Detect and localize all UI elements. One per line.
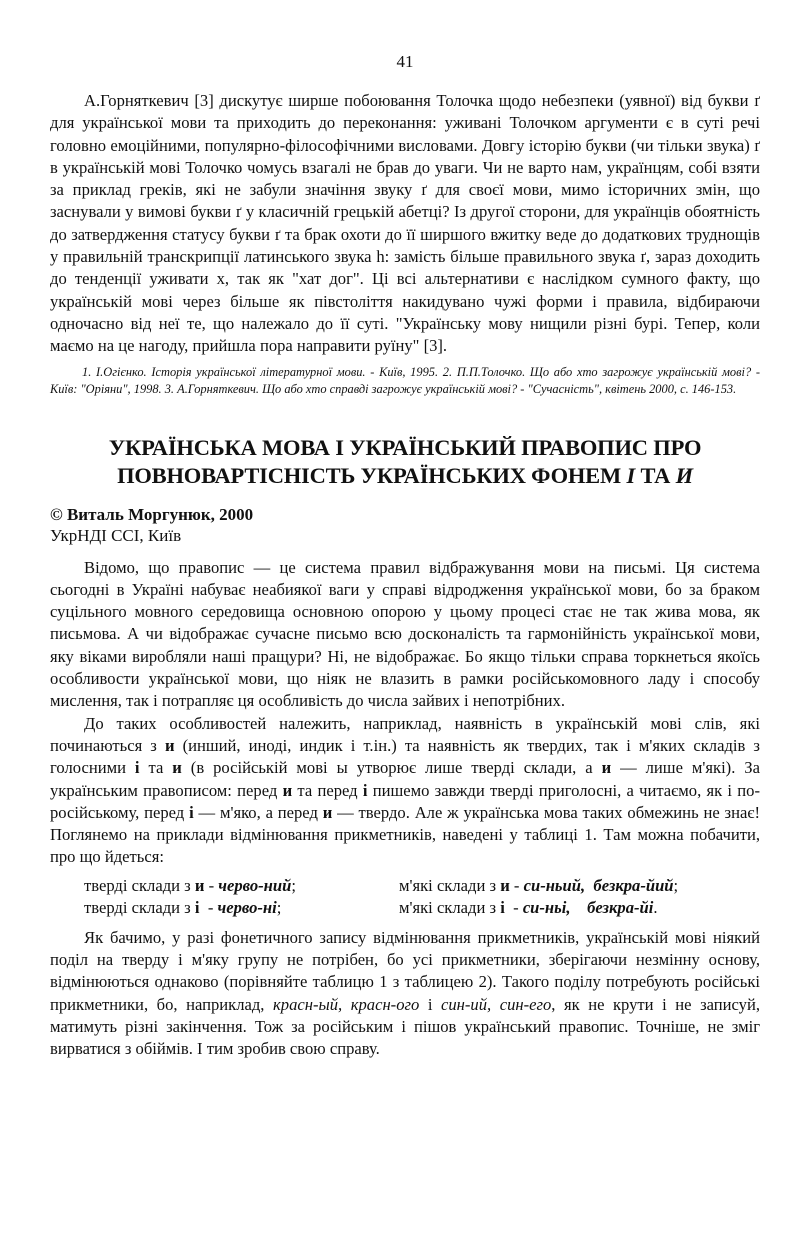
example-sep: -	[509, 875, 524, 895]
p2-text: До таких особливостей належить, наприклад, наявність в українській мові слів, які починаються з	[50, 713, 760, 755]
p2-text: (в російській мові ы утворює лише тверді склади, а	[181, 758, 602, 778]
example-text: тверді склади з	[84, 875, 195, 895]
example-sep: -	[199, 897, 218, 917]
p2-letter: і	[134, 758, 140, 778]
example-letter: і	[194, 897, 200, 917]
example-row-2	[50, 897, 760, 919]
title-and: ТА	[635, 462, 676, 488]
title-letter-i: І	[626, 462, 636, 488]
example-end: ;	[291, 875, 296, 895]
example-letter: і	[500, 897, 505, 917]
example-word: черво-ний	[218, 875, 292, 895]
p2-text: — лише м'які). За українським правописом: перед	[50, 758, 760, 800]
example-right	[399, 875, 760, 897]
affiliation: УкрНДІ ССІ, Київ	[50, 525, 182, 545]
examples-table	[50, 875, 760, 919]
p3-example: красн-ый, красн-ого	[273, 994, 420, 1014]
p3-text: , як не крути і не записуй, матимуть різні закінчення. Тож за російським і пішов український правопис. Точніше, не зміг вирватися з обіймів. І тим зробив свою справу.	[50, 994, 760, 1059]
p3-text: і	[419, 994, 441, 1014]
p2-letter: и	[282, 780, 293, 800]
paragraph-1: Відомо, що правопис — це система правил відбражування мови на письмі. Ця система сьогодні в Україні набуває неабиякої ваги у справі відродження української мови, бо за браком суцільного мовного середовища основною опорою у цьому процесі стає не так жива мова, як письмова. А чи відображає сучасне письмо всю досконалість та гармонійність української мови, яку віками виробляли наші пращури? Ні, не відображає. Бо якщо тільки справа торкнеться якоїсь особливости української мови, що ніяк не влазить в рамки російськомовного ладу і способу мислення, так і потрапляє ця особливість до числа зайвих і непотрібних.	[50, 557, 760, 711]
example-end: ;	[276, 897, 282, 917]
example-text: м'які склади з	[399, 897, 501, 917]
p2-letter: і	[189, 802, 194, 822]
p2-letter: и	[601, 758, 612, 778]
article-title	[50, 434, 760, 490]
example-sep: -	[504, 897, 523, 917]
p2-letter: і	[362, 780, 368, 800]
example-sep: -	[204, 875, 219, 895]
title-line-2-text: ПОВНОВАРТІСНІСТЬ УКРАЇНСЬКИХ ФОНЕМ	[117, 462, 627, 488]
example-text: м'які склади з	[399, 875, 501, 895]
paragraph-3	[50, 927, 760, 1061]
example-word: си-ньий, безкра-йий	[523, 875, 674, 895]
author: © Виталь Моргунюк, 2000	[50, 504, 254, 524]
p2-letter: и	[172, 758, 182, 778]
paragraph-2	[50, 713, 760, 869]
p2-text: та	[139, 758, 173, 778]
p2-text: пишемо завжди тверді приголосні, а читаємо, як і по-російському, перед	[50, 780, 760, 822]
p2-text: (инший, иноді, индик і т.ін.) та наявність як твердих, так і м'яких складів з голосними	[50, 735, 760, 778]
p3-example: син-ий, син-его	[441, 994, 552, 1014]
example-letter: и	[500, 875, 510, 895]
references: 1. І.Огієнко. Історія української літературної мови. - Київ, 1995. 2. П.П.Толочко. Що або хто загрожує українській мові? - Київ: "Оріяни", 1998. 3. А.Горняткевич. Що або хто справді загрожує українській мові? - "Сучасність", квітень 2000, с. 146-153.	[50, 364, 760, 396]
p2-text: — м'яко, а перед	[193, 802, 323, 822]
title-line-2	[50, 462, 760, 490]
example-word: черво-ні	[217, 897, 277, 917]
p2-letter: и	[164, 735, 175, 755]
example-letter: и	[194, 875, 205, 895]
example-row-1	[50, 875, 760, 897]
example-word: си-ньі, безкра-йі	[522, 897, 654, 917]
example-right	[399, 897, 760, 919]
title-letter-y: И	[675, 462, 693, 488]
p2-text: та перед	[292, 780, 363, 800]
title-line-1: УКРАЇНСЬКА МОВА І УКРАЇНСЬКИЙ ПРАВОПИС ПРО	[108, 434, 702, 460]
example-end: .	[653, 897, 658, 917]
example-text: тверді склади з	[84, 897, 195, 917]
p3-text: Як бачимо, у разі фонетичного запису відмінювання прикметників, українській мові ніякий поділ на тверду і м'яку групу не потрібен, бо усі прикметники, зберігаючи незмінну основу, відмінюються однаково (порівняйте таблицю 1 з таблицею 2). Такого поділу потребують російські прикметники, бо, наприклад,	[50, 927, 760, 1014]
p2-letter: и	[322, 802, 333, 822]
example-end: ;	[673, 875, 679, 895]
example-left	[50, 897, 399, 919]
example-left	[50, 875, 399, 897]
p2-text: — твердо. Але ж українська мова таких обмежинь не знає! Поглянемо на приклади відмінювання прикметників, наведені у таблиці 1. Там можна побачити, про що йдеться:	[50, 802, 760, 867]
page-number: 41	[396, 52, 414, 71]
intro-paragraph: А.Горняткевич [3] дискутує ширше побоювання Толочка щодо небезпеки (уявної) від букви ґ для української мови та приходить до переконання: уживані Толочком аргументи є в суті речі головно емоційними, популярно-філософічними висловами. Довгу історію букви (чи тільки звука) ґ в українській мові Толочко чомусь взагалі не брав до уваги. Чи не варто нам, українцям, собі взяти за приклад греків, які не забули значіння звуку ґ для своєї мови, мимо історичних змін, що заснували у вимові букви ґ у класичній грецькій абетці? Із другої сторони, для українців обоятність до затвердження статусу букви ґ та брак охоти до її ширшого вжитку веде до додаткових труднощів у правильній транскрипції латинського звука h: замість більше правильного звука ґ, зараз доходить до тенденції уживати х, так як "хат дог". Ці всі альтернативи є наслідком сумного факту, що українській мові через більше як півстоліття накидувано чужі форми і правила, відбираючи одночасно від неї те, що належало до її суті. "Українську мову нищили різні бурі. Тепер, коли маємо на це нагоду, прийшла пора направити руїну" [3].	[50, 91, 760, 356]
